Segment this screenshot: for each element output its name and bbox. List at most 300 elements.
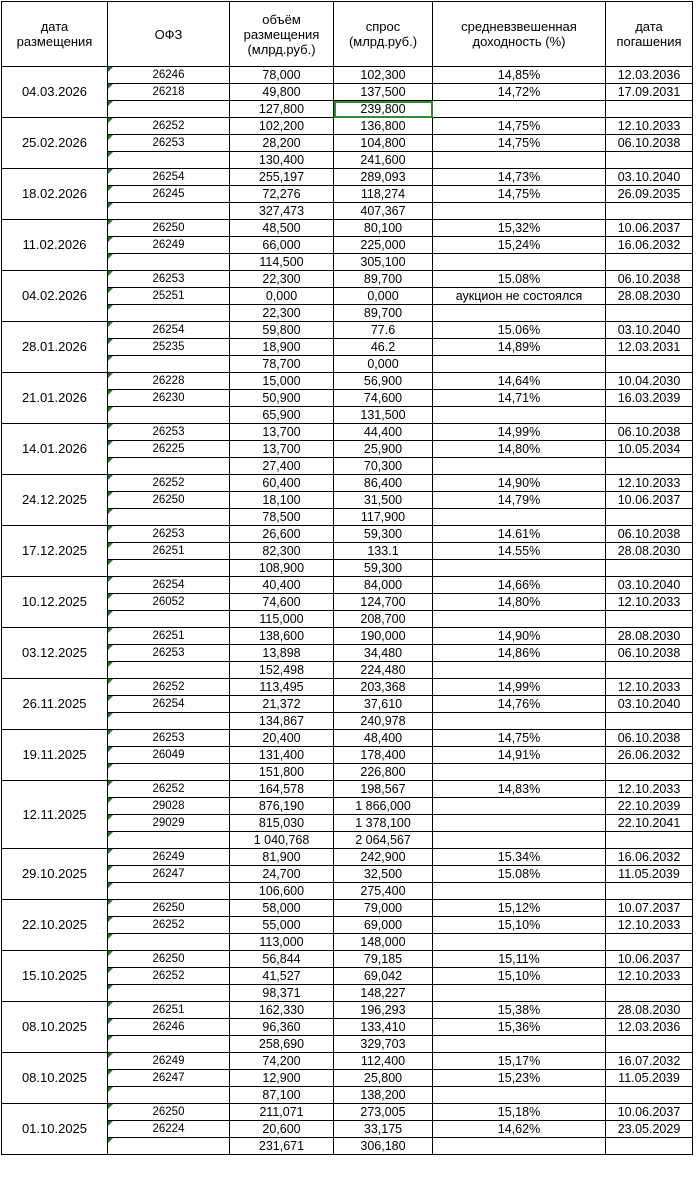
demand-cell[interactable]: 273,005 [334,1104,433,1121]
placement-date-cell[interactable]: 01.10.2025 [2,1104,108,1155]
demand-cell[interactable]: 289,093 [334,169,433,186]
volume-cell[interactable]: 50,900 [230,390,334,407]
ofz-code-cell[interactable]: 26251 [108,1002,230,1019]
volume-cell[interactable]: 49,800 [230,84,334,101]
ofz-code-cell[interactable]: 26250 [108,492,230,509]
ofz-code-cell[interactable]: 26254 [108,322,230,339]
demand-cell[interactable]: 133,410 [334,1019,433,1036]
volume-cell[interactable]: 81,900 [230,849,334,866]
demand-cell[interactable]: 102,300 [334,67,433,84]
volume-cell[interactable]: 138,600 [230,628,334,645]
maturity-cell[interactable]: 03.10.2040 [606,322,693,339]
yield-cell[interactable]: 14,90% [433,628,606,645]
demand-cell[interactable]: 59,300 [334,526,433,543]
demand-cell[interactable]: 31,500 [334,492,433,509]
yield-cell[interactable] [433,1138,606,1155]
total-demand-cell[interactable]: 117,900 [334,509,433,526]
yield-cell[interactable]: 14,62% [433,1121,606,1138]
placement-date-cell[interactable]: 28.01.2026 [2,322,108,373]
yield-cell[interactable]: 14.55% [433,543,606,560]
yield-cell[interactable]: 14,75% [433,135,606,152]
total-demand-cell[interactable]: 241,600 [334,152,433,169]
ofz-code-cell[interactable]: 26218 [108,84,230,101]
maturity-cell[interactable] [606,832,693,849]
ofz-code-cell[interactable] [108,1036,230,1053]
ofz-code-cell[interactable]: 26250 [108,220,230,237]
volume-cell[interactable]: 255,197 [230,169,334,186]
volume-cell[interactable]: 21,372 [230,696,334,713]
volume-cell[interactable]: 59,800 [230,322,334,339]
demand-cell[interactable]: 33,175 [334,1121,433,1138]
yield-cell[interactable]: 15.06% [433,322,606,339]
ofz-code-cell[interactable]: 26230 [108,390,230,407]
volume-cell[interactable]: 78,000 [230,67,334,84]
volume-cell[interactable]: 40,400 [230,577,334,594]
demand-cell[interactable]: 25,900 [334,441,433,458]
maturity-cell[interactable]: 10.06.2037 [606,492,693,509]
demand-cell[interactable]: 1 378,100 [334,815,433,832]
placement-date-cell[interactable]: 18.02.2026 [2,169,108,220]
yield-cell[interactable] [433,407,606,424]
yield-cell[interactable]: 14,75% [433,118,606,135]
ofz-code-cell[interactable]: 26246 [108,1019,230,1036]
ofz-code-cell[interactable]: 26253 [108,424,230,441]
volume-cell[interactable]: 56,844 [230,951,334,968]
yield-cell[interactable] [433,203,606,220]
volume-cell[interactable]: 815,030 [230,815,334,832]
maturity-cell[interactable]: 10.04.2030 [606,373,693,390]
demand-cell[interactable]: 137,500 [334,84,433,101]
placement-date-cell[interactable]: 08.10.2025 [2,1053,108,1104]
total-demand-cell[interactable]: 89,700 [334,305,433,322]
total-demand-cell[interactable]: 0,000 [334,356,433,373]
total-demand-cell[interactable]: 239,800 [334,101,433,118]
maturity-cell[interactable]: 28.08.2030 [606,628,693,645]
yield-cell[interactable]: 15.08% [433,866,606,883]
ofz-code-cell[interactable]: 26252 [108,781,230,798]
yield-cell[interactable]: 14,91% [433,747,606,764]
yield-cell[interactable] [433,662,606,679]
maturity-cell[interactable] [606,662,693,679]
maturity-cell[interactable]: 16.06.2032 [606,849,693,866]
yield-cell[interactable]: 15.34% [433,849,606,866]
demand-cell[interactable]: 133.1 [334,543,433,560]
total-demand-cell[interactable]: 208,700 [334,611,433,628]
total-volume-cell[interactable]: 114,500 [230,254,334,271]
demand-cell[interactable]: 242,900 [334,849,433,866]
total-volume-cell[interactable]: 106,600 [230,883,334,900]
demand-cell[interactable]: 112,400 [334,1053,433,1070]
maturity-cell[interactable]: 17.09.2031 [606,84,693,101]
ofz-code-cell[interactable]: 26252 [108,475,230,492]
yield-cell[interactable]: 15,18% [433,1104,606,1121]
ofz-code-cell[interactable] [108,883,230,900]
maturity-cell[interactable] [606,458,693,475]
yield-cell[interactable] [433,1087,606,1104]
maturity-cell[interactable] [606,764,693,781]
demand-cell[interactable]: 69,042 [334,968,433,985]
ofz-code-cell[interactable] [108,1087,230,1104]
maturity-cell[interactable]: 12.03.2031 [606,339,693,356]
total-volume-cell[interactable]: 98,371 [230,985,334,1002]
placement-date-cell[interactable]: 17.12.2025 [2,526,108,577]
demand-cell[interactable]: 25,800 [334,1070,433,1087]
maturity-cell[interactable] [606,254,693,271]
placement-date-cell[interactable]: 10.12.2025 [2,577,108,628]
maturity-cell[interactable] [606,560,693,577]
total-volume-cell[interactable]: 108,900 [230,560,334,577]
yield-cell[interactable]: 15,23% [433,1070,606,1087]
demand-cell[interactable]: 48,400 [334,730,433,747]
maturity-cell[interactable]: 10.06.2037 [606,951,693,968]
total-demand-cell[interactable]: 275,400 [334,883,433,900]
header-ofz[interactable]: ОФЗ [108,2,230,67]
yield-cell[interactable] [433,254,606,271]
yield-cell[interactable]: 15,17% [433,1053,606,1070]
ofz-code-cell[interactable] [108,152,230,169]
ofz-code-cell[interactable] [108,662,230,679]
ofz-code-cell[interactable]: 26252 [108,917,230,934]
maturity-cell[interactable]: 22.10.2041 [606,815,693,832]
yield-cell[interactable]: 14.61% [433,526,606,543]
ofz-code-cell[interactable]: 26252 [108,968,230,985]
yield-cell[interactable]: 14,75% [433,730,606,747]
volume-cell[interactable]: 18,100 [230,492,334,509]
placement-date-cell[interactable]: 08.10.2025 [2,1002,108,1053]
maturity-cell[interactable]: 12.10.2033 [606,118,693,135]
demand-cell[interactable]: 118,274 [334,186,433,203]
header-yield[interactable]: средневзвешенная доходность (%) [433,2,606,67]
ofz-code-cell[interactable]: 26254 [108,577,230,594]
yield-cell[interactable]: 15,38% [433,1002,606,1019]
ofz-code-cell[interactable] [108,611,230,628]
placement-date-cell[interactable]: 29.10.2025 [2,849,108,900]
total-demand-cell[interactable]: 329,703 [334,1036,433,1053]
yield-cell[interactable]: 15,24% [433,237,606,254]
ofz-code-cell[interactable] [108,509,230,526]
yield-cell[interactable] [433,560,606,577]
placement-date-cell[interactable]: 26.11.2025 [2,679,108,730]
header-volume[interactable]: объём размещения (млрд.руб.) [230,2,334,67]
yield-cell[interactable]: 14,73% [433,169,606,186]
volume-cell[interactable]: 13,700 [230,424,334,441]
maturity-cell[interactable]: 06.10.2038 [606,271,693,288]
ofz-code-cell[interactable]: 26249 [108,237,230,254]
ofz-code-cell[interactable] [108,458,230,475]
demand-cell[interactable]: 74,600 [334,390,433,407]
ofz-code-cell[interactable] [108,713,230,730]
yield-cell[interactable]: 14,76% [433,696,606,713]
total-demand-cell[interactable]: 306,180 [334,1138,433,1155]
ofz-code-cell[interactable]: 26253 [108,526,230,543]
volume-cell[interactable]: 58,000 [230,900,334,917]
total-demand-cell[interactable]: 131,500 [334,407,433,424]
total-volume-cell[interactable]: 78,700 [230,356,334,373]
placement-date-cell[interactable]: 25.02.2026 [2,118,108,169]
volume-cell[interactable]: 164,578 [230,781,334,798]
volume-cell[interactable]: 131,400 [230,747,334,764]
ofz-code-cell[interactable]: 26250 [108,900,230,917]
yield-cell[interactable]: 15,10% [433,968,606,985]
yield-cell[interactable] [433,611,606,628]
maturity-cell[interactable]: 12.10.2033 [606,594,693,611]
yield-cell[interactable] [433,1036,606,1053]
demand-cell[interactable]: 79,185 [334,951,433,968]
maturity-cell[interactable]: 12.03.2036 [606,1019,693,1036]
yield-cell[interactable]: 14,89% [433,339,606,356]
demand-cell[interactable]: 32,500 [334,866,433,883]
volume-cell[interactable]: 162,330 [230,1002,334,1019]
volume-cell[interactable]: 28,200 [230,135,334,152]
ofz-code-cell[interactable]: 26252 [108,679,230,696]
yield-cell[interactable]: 14,86% [433,645,606,662]
yield-cell[interactable] [433,798,606,815]
ofz-code-cell[interactable]: 26250 [108,951,230,968]
volume-cell[interactable]: 41,527 [230,968,334,985]
ofz-code-cell[interactable]: 26247 [108,866,230,883]
ofz-code-cell[interactable] [108,203,230,220]
ofz-code-cell[interactable] [108,934,230,951]
maturity-cell[interactable]: 16.06.2032 [606,237,693,254]
demand-cell[interactable]: 44,400 [334,424,433,441]
maturity-cell[interactable]: 12.10.2033 [606,968,693,985]
total-demand-cell[interactable]: 138,200 [334,1087,433,1104]
header-maturity[interactable]: дата погашения [606,2,693,67]
ofz-code-cell[interactable] [108,356,230,373]
maturity-cell[interactable]: 06.10.2038 [606,135,693,152]
yield-cell[interactable]: 14,64% [433,373,606,390]
volume-cell[interactable]: 66,000 [230,237,334,254]
placement-date-cell[interactable]: 24.12.2025 [2,475,108,526]
yield-cell[interactable] [433,764,606,781]
demand-cell[interactable]: 225,000 [334,237,433,254]
yield-cell[interactable] [433,101,606,118]
volume-cell[interactable]: 876,190 [230,798,334,815]
total-volume-cell[interactable]: 65,900 [230,407,334,424]
placement-date-cell[interactable]: 14.01.2026 [2,424,108,475]
header-demand[interactable]: спрос (млрд.руб.) [334,2,433,67]
maturity-cell[interactable]: 06.10.2038 [606,645,693,662]
demand-cell[interactable]: 203,368 [334,679,433,696]
maturity-cell[interactable] [606,101,693,118]
yield-cell[interactable]: 15,11% [433,951,606,968]
total-volume-cell[interactable]: 151,800 [230,764,334,781]
maturity-cell[interactable]: 10.06.2037 [606,1104,693,1121]
volume-cell[interactable]: 13,700 [230,441,334,458]
volume-cell[interactable]: 48,500 [230,220,334,237]
maturity-cell[interactable] [606,934,693,951]
placement-date-cell[interactable]: 04.02.2026 [2,271,108,322]
demand-cell[interactable]: 104,800 [334,135,433,152]
yield-cell[interactable] [433,985,606,1002]
ofz-code-cell[interactable] [108,560,230,577]
volume-cell[interactable]: 20,400 [230,730,334,747]
total-volume-cell[interactable]: 22,300 [230,305,334,322]
maturity-cell[interactable] [606,883,693,900]
demand-cell[interactable]: 89,700 [334,271,433,288]
volume-cell[interactable]: 24,700 [230,866,334,883]
yield-cell[interactable]: 14,99% [433,679,606,696]
yield-cell[interactable]: 15,32% [433,220,606,237]
yield-cell[interactable] [433,934,606,951]
placement-date-cell[interactable]: 22.10.2025 [2,900,108,951]
demand-cell[interactable]: 46.2 [334,339,433,356]
yield-cell[interactable]: 14,71% [433,390,606,407]
yield-cell[interactable]: аукцион не состоялся [433,288,606,305]
ofz-code-cell[interactable] [108,764,230,781]
maturity-cell[interactable] [606,1036,693,1053]
ofz-code-cell[interactable] [108,832,230,849]
maturity-cell[interactable]: 10.06.2037 [606,220,693,237]
placement-date-cell[interactable]: 11.02.2026 [2,220,108,271]
total-demand-cell[interactable]: 59,300 [334,560,433,577]
yield-cell[interactable]: 14,66% [433,577,606,594]
total-volume-cell[interactable]: 152,498 [230,662,334,679]
placement-date-cell[interactable]: 21.01.2026 [2,373,108,424]
ofz-code-cell[interactable] [108,254,230,271]
maturity-cell[interactable]: 16.03.2039 [606,390,693,407]
volume-cell[interactable]: 102,200 [230,118,334,135]
demand-cell[interactable]: 80,100 [334,220,433,237]
ofz-code-cell[interactable]: 26254 [108,169,230,186]
ofz-code-cell[interactable]: 26052 [108,594,230,611]
yield-cell[interactable] [433,509,606,526]
total-volume-cell[interactable]: 87,100 [230,1087,334,1104]
ofz-code-cell[interactable]: 26251 [108,628,230,645]
maturity-cell[interactable]: 12.10.2033 [606,917,693,934]
volume-cell[interactable]: 74,200 [230,1053,334,1070]
demand-cell[interactable]: 79,000 [334,900,433,917]
yield-cell[interactable] [433,305,606,322]
maturity-cell[interactable] [606,305,693,322]
total-demand-cell[interactable]: 305,100 [334,254,433,271]
total-demand-cell[interactable]: 224,480 [334,662,433,679]
volume-cell[interactable]: 15,000 [230,373,334,390]
maturity-cell[interactable] [606,1087,693,1104]
demand-cell[interactable]: 196,293 [334,1002,433,1019]
ofz-code-cell[interactable] [108,101,230,118]
yield-cell[interactable]: 14,75% [433,186,606,203]
maturity-cell[interactable] [606,356,693,373]
yield-cell[interactable]: 15,10% [433,917,606,934]
volume-cell[interactable]: 22,300 [230,271,334,288]
maturity-cell[interactable] [606,611,693,628]
volume-cell[interactable]: 82,300 [230,543,334,560]
maturity-cell[interactable]: 12.10.2033 [606,679,693,696]
demand-cell[interactable]: 198,567 [334,781,433,798]
total-demand-cell[interactable]: 240,978 [334,713,433,730]
yield-cell[interactable]: 14,99% [433,424,606,441]
placement-date-cell[interactable]: 03.12.2025 [2,628,108,679]
total-volume-cell[interactable]: 78,500 [230,509,334,526]
total-demand-cell[interactable]: 148,000 [334,934,433,951]
maturity-cell[interactable]: 28.08.2030 [606,1002,693,1019]
yield-cell[interactable]: 15,12% [433,900,606,917]
yield-cell[interactable]: 14,90% [433,475,606,492]
maturity-cell[interactable]: 03.10.2040 [606,169,693,186]
maturity-cell[interactable]: 06.10.2038 [606,730,693,747]
volume-cell[interactable]: 18,900 [230,339,334,356]
ofz-code-cell[interactable]: 26252 [108,118,230,135]
total-volume-cell[interactable]: 327,473 [230,203,334,220]
maturity-cell[interactable]: 12.10.2033 [606,475,693,492]
ofz-code-cell[interactable]: 26228 [108,373,230,390]
yield-cell[interactable] [433,152,606,169]
total-demand-cell[interactable]: 407,367 [334,203,433,220]
placement-date-cell[interactable]: 19.11.2025 [2,730,108,781]
demand-cell[interactable]: 69,000 [334,917,433,934]
maturity-cell[interactable]: 12.10.2033 [606,781,693,798]
placement-date-cell[interactable]: 15.10.2025 [2,951,108,1002]
demand-cell[interactable]: 77.6 [334,322,433,339]
maturity-cell[interactable]: 26.06.2032 [606,747,693,764]
maturity-cell[interactable] [606,1138,693,1155]
maturity-cell[interactable]: 03.10.2040 [606,696,693,713]
demand-cell[interactable]: 0,000 [334,288,433,305]
volume-cell[interactable]: 74,600 [230,594,334,611]
maturity-cell[interactable]: 16.07.2032 [606,1053,693,1070]
demand-cell[interactable]: 56,900 [334,373,433,390]
maturity-cell[interactable]: 10.05.2034 [606,441,693,458]
maturity-cell[interactable]: 26.09.2035 [606,186,693,203]
total-demand-cell[interactable]: 148,227 [334,985,433,1002]
maturity-cell[interactable] [606,203,693,220]
yield-cell[interactable] [433,883,606,900]
volume-cell[interactable]: 55,000 [230,917,334,934]
ofz-code-cell[interactable]: 26253 [108,135,230,152]
ofz-code-cell[interactable]: 26254 [108,696,230,713]
total-volume-cell[interactable]: 231,671 [230,1138,334,1155]
total-volume-cell[interactable]: 113,000 [230,934,334,951]
ofz-code-cell[interactable]: 26224 [108,1121,230,1138]
maturity-cell[interactable]: 03.10.2040 [606,577,693,594]
ofz-code-cell[interactable] [108,305,230,322]
volume-cell[interactable]: 12,900 [230,1070,334,1087]
ofz-code-cell[interactable]: 26049 [108,747,230,764]
total-demand-cell[interactable]: 2 064,567 [334,832,433,849]
yield-cell[interactable]: 14,79% [433,492,606,509]
maturity-cell[interactable]: 12.03.2036 [606,67,693,84]
placement-date-cell[interactable]: 12.11.2025 [2,781,108,849]
volume-cell[interactable]: 211,071 [230,1104,334,1121]
maturity-cell[interactable]: 28.08.2030 [606,288,693,305]
ofz-code-cell[interactable]: 26250 [108,1104,230,1121]
maturity-cell[interactable] [606,407,693,424]
yield-cell[interactable]: 15.08% [433,271,606,288]
maturity-cell[interactable]: 23.05.2029 [606,1121,693,1138]
demand-cell[interactable]: 190,000 [334,628,433,645]
ofz-code-cell[interactable]: 26249 [108,1053,230,1070]
total-demand-cell[interactable]: 70,300 [334,458,433,475]
ofz-code-cell[interactable]: 26251 [108,543,230,560]
ofz-code-cell[interactable]: 29028 [108,798,230,815]
maturity-cell[interactable]: 06.10.2038 [606,526,693,543]
ofz-code-cell[interactable]: 25251 [108,288,230,305]
demand-cell[interactable]: 178,400 [334,747,433,764]
ofz-code-cell[interactable]: 26247 [108,1070,230,1087]
demand-cell[interactable]: 84,000 [334,577,433,594]
maturity-cell[interactable] [606,152,693,169]
yield-cell[interactable]: 14,72% [433,84,606,101]
yield-cell[interactable]: 14,83% [433,781,606,798]
ofz-code-cell[interactable] [108,1138,230,1155]
yield-cell[interactable] [433,815,606,832]
maturity-cell[interactable] [606,985,693,1002]
demand-cell[interactable]: 124,700 [334,594,433,611]
ofz-code-cell[interactable]: 25235 [108,339,230,356]
maturity-cell[interactable]: 06.10.2038 [606,424,693,441]
ofz-code-cell[interactable]: 26249 [108,849,230,866]
